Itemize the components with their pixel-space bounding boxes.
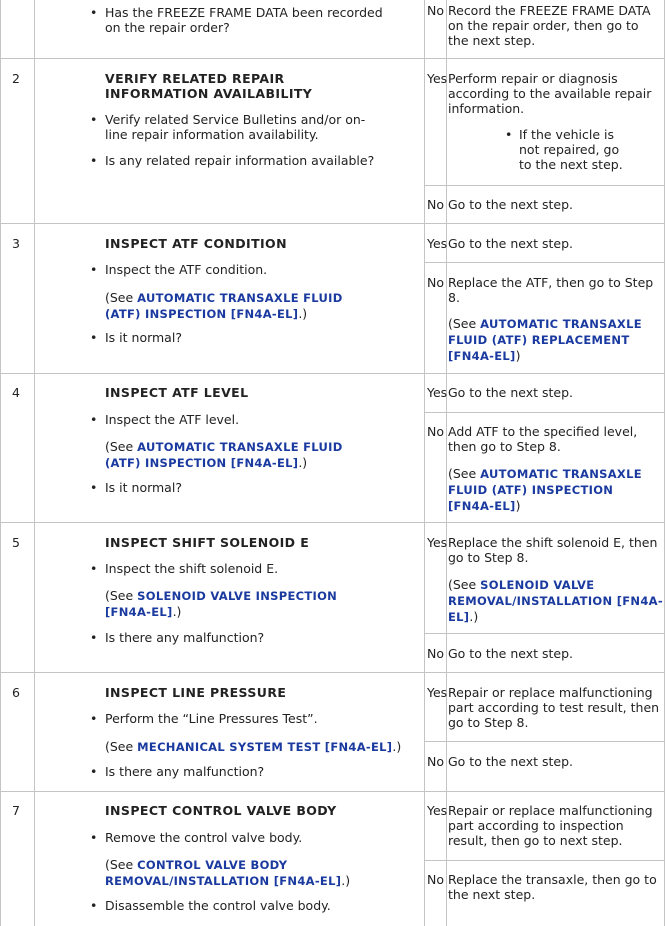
reference-close: .) (172, 604, 182, 619)
bullet-icon: • (90, 480, 98, 495)
reference (105, 739, 405, 755)
instruction-text: Perform the “Line Pressures Test”. (105, 711, 318, 726)
reference (105, 857, 375, 889)
reference-open: (See (105, 588, 138, 603)
row-divider (0, 58, 665, 59)
answer-yes: Yes (427, 535, 448, 550)
step-number: 4 (12, 385, 20, 400)
step-number: 3 (12, 236, 20, 251)
row-divider (0, 791, 665, 792)
question-text: Has the FREEZE FRAME DATA been recorded on the repair order? (105, 5, 383, 35)
bullet-icon: • (90, 5, 98, 20)
step-number: 6 (12, 685, 20, 700)
action-text: Replace the shift solenoid E, then go to Step 8. (448, 535, 658, 565)
reference (105, 588, 375, 620)
action-text: Repair or replace malfunctioning part according to test result, then go to Step 8. (448, 685, 660, 730)
reference-open: (See (448, 466, 481, 481)
answer-no: No (427, 872, 444, 887)
reference-open: (See (448, 316, 481, 331)
answer-no: No (427, 754, 444, 769)
table-border-left (0, 0, 1, 926)
answer-no: No (427, 275, 444, 290)
step-title: INSPECT ATF CONDITION (105, 236, 287, 251)
action-reference (448, 577, 663, 625)
step-title: VERIFY RELATED REPAIR INFORMATION AVAILABILITY (105, 71, 313, 101)
action-text: Go to the next step. (448, 197, 573, 212)
reference-open: (See (448, 577, 481, 592)
question-text: Is it normal? (105, 480, 182, 495)
row-divider (0, 522, 665, 523)
action-text: Replace the transaxle, then go to the next step. (448, 872, 657, 902)
answer-yes: Yes (427, 71, 448, 86)
bullet-icon: • (505, 127, 513, 142)
answer-no: No (427, 646, 444, 661)
action-subtext: If the vehicle is not repaired, go to the next step. (519, 127, 623, 172)
action-reference (448, 316, 663, 364)
reference-link[interactable]: AUTOMATIC TRANSAXLE FLUID (ATF) INSPECTION [FN4A-EL] (448, 467, 642, 513)
reference-close: ) (515, 498, 521, 513)
reference-close: .) (341, 873, 351, 888)
reference-close: .) (298, 455, 308, 470)
bullet-icon: • (90, 330, 98, 345)
row-divider (0, 223, 665, 224)
bullet-icon: • (90, 830, 98, 845)
instruction-text: Inspect the ATF level. (105, 412, 240, 427)
answer-no: No (427, 3, 444, 18)
bullet-icon: • (90, 630, 98, 645)
row-divider (0, 672, 665, 673)
reference-open: (See (105, 290, 138, 305)
action-text: Replace the ATF, then go to Step 8. (448, 275, 654, 305)
reference-link[interactable]: MECHANICAL SYSTEM TEST [FN4A-EL] (137, 740, 393, 754)
answer-divider (424, 412, 665, 413)
table-border-right (664, 0, 665, 926)
action-text: Record the FREEZE FRAME DATA on the repair order, then go to the next step. (448, 3, 651, 48)
action-text: Go to the next step. (448, 236, 573, 251)
answer-no: No (427, 197, 444, 212)
question-text: Is there any malfunction? (105, 630, 265, 645)
bullet-icon: • (90, 898, 98, 913)
step-title: INSPECT ATF LEVEL (105, 385, 249, 400)
answer-yes: Yes (427, 803, 448, 818)
instruction-text: Remove the control valve body. (105, 830, 303, 845)
answer-divider (424, 633, 665, 634)
bullet-icon: • (90, 561, 98, 576)
reference-link[interactable]: AUTOMATIC TRANSAXLE FLUID (ATF) INSPECTION [FN4A-EL] (105, 291, 343, 321)
action-text: Go to the next step. (448, 385, 573, 400)
answer-yes: Yes (427, 385, 448, 400)
reference-close: .) (392, 739, 402, 754)
column-divider-step (424, 0, 425, 926)
answer-yes: Yes (427, 236, 448, 251)
reference-link[interactable]: CONTROL VALVE BODY REMOVAL/INSTALLATION [FN4A-EL] (105, 858, 342, 888)
question-text: Is there any malfunction? (105, 764, 265, 779)
action-text: Go to the next step. (448, 754, 573, 769)
reference-close: .) (469, 609, 479, 624)
instruction-text: Inspect the ATF condition. (105, 262, 268, 277)
bullet-icon: • (90, 112, 98, 127)
column-divider-number (34, 0, 35, 926)
action-text: Add ATF to the specified level, then go to Step 8. (448, 424, 638, 454)
answer-divider (424, 185, 665, 186)
row-divider (0, 373, 665, 374)
reference-open: (See (105, 857, 138, 872)
reference-link[interactable]: AUTOMATIC TRANSAXLE FLUID (ATF) REPLACEMENT [FN4A-EL] (448, 317, 642, 363)
instruction-text: Inspect the shift solenoid E. (105, 561, 279, 576)
reference-open: (See (105, 439, 138, 454)
reference (105, 290, 375, 322)
reference-close: .) (298, 306, 308, 321)
answer-divider (424, 741, 665, 742)
answer-no: No (427, 424, 444, 439)
answer-yes: Yes (427, 685, 448, 700)
instruction-text: Disassemble the control valve body. (105, 898, 331, 913)
instruction-text: Verify related Service Bulletins and/or on-line repair information availability. (105, 112, 366, 142)
action-text: Go to the next step. (448, 646, 573, 661)
question-text: Is it normal? (105, 330, 182, 345)
column-divider-answer (446, 0, 447, 926)
bullet-icon: • (90, 262, 98, 277)
step-number: 2 (12, 71, 20, 86)
reference-link[interactable]: SOLENOID VALVE REMOVAL/INSTALLATION [FN4A-EL] (448, 578, 663, 624)
reference-link[interactable]: AUTOMATIC TRANSAXLE FLUID (ATF) INSPECTION [FN4A-EL] (105, 440, 343, 470)
step-number: 5 (12, 535, 20, 550)
action-reference (448, 466, 663, 514)
action-text: Repair or replace malfunctioning part according to inspection result, then go to next step. (448, 803, 653, 848)
bullet-icon: • (90, 412, 98, 427)
answer-divider (424, 860, 665, 861)
reference (105, 439, 375, 471)
action-text: Perform repair or diagnosis according to the available repair information. (448, 71, 652, 116)
question-text: Is any related repair information available? (105, 153, 375, 168)
step-title: INSPECT CONTROL VALVE BODY (105, 803, 337, 818)
reference-link[interactable]: SOLENOID VALVE INSPECTION [FN4A-EL] (105, 589, 338, 619)
step-title: INSPECT SHIFT SOLENOID E (105, 535, 310, 550)
bullet-icon: • (90, 711, 98, 726)
step-title: INSPECT LINE PRESSURE (105, 685, 287, 700)
bullet-icon: • (90, 153, 98, 168)
reference-open: (See (105, 739, 138, 754)
answer-divider (424, 262, 665, 263)
reference-close: ) (515, 348, 521, 363)
step-number: 7 (12, 803, 20, 818)
bullet-icon: • (90, 764, 98, 779)
